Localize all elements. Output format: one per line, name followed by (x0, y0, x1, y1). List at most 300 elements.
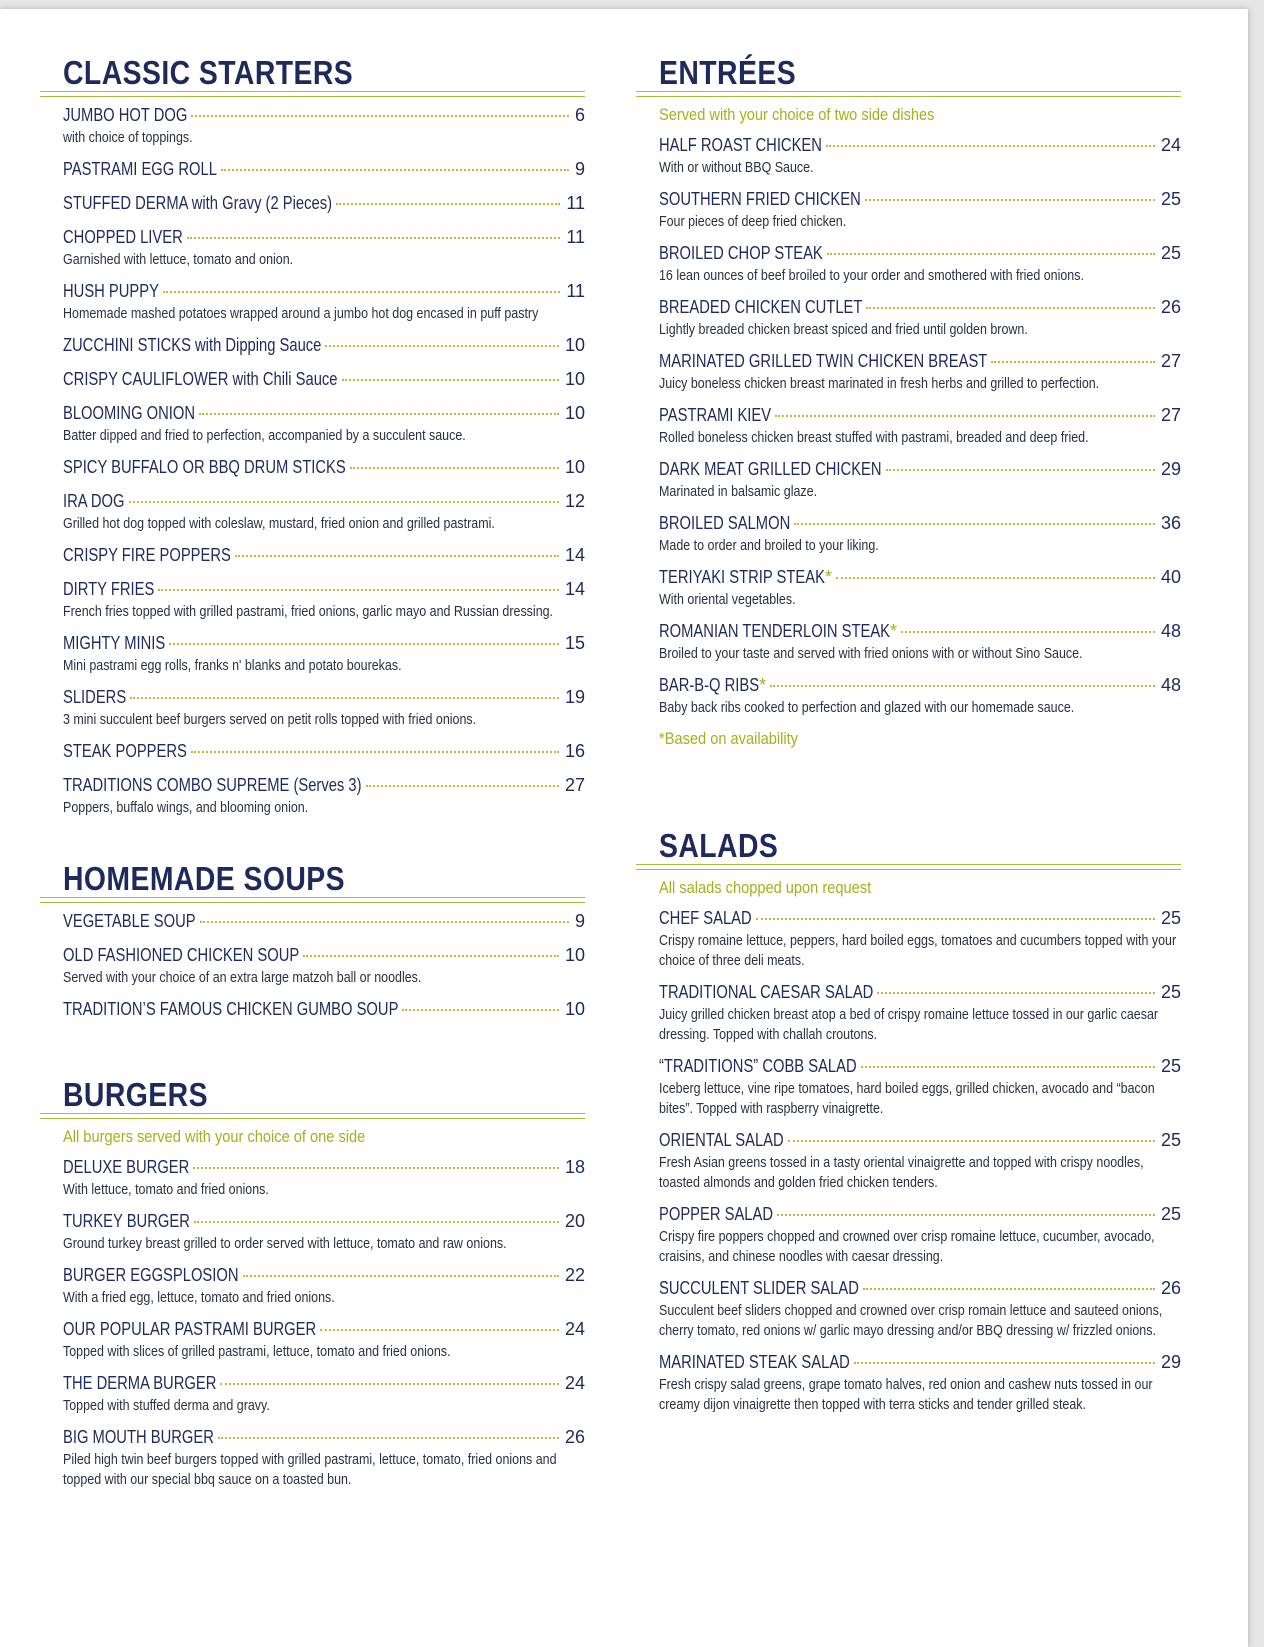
menu-item-description: Broiled to your taste and served with fried onions with or without Sino Sauce. (659, 646, 1083, 662)
menu-item-price: 19 (564, 687, 585, 707)
menu-item-price: 11 (566, 227, 585, 247)
menu-item-description: Iceberg lettuce, vine ripe tomatoes, hard boiled eggs, grilled chicken, avocado and “bacon bites”. Topped with raspberry vinaigrette. (659, 1081, 1155, 1117)
menu-item-line (63, 1211, 585, 1234)
menu-item-line (63, 1157, 585, 1180)
menu-item-name-text: CHEF SALAD (659, 908, 752, 928)
menu-item-name (659, 135, 822, 156)
menu-item-description: 3 mini succulent beef burgers served on petit rolls topped with fried onions. (63, 712, 477, 728)
section-title-starters: CLASSIC STARTERS (63, 54, 354, 91)
menu-item-line (63, 193, 585, 216)
menu-item-line (63, 1373, 585, 1396)
menu-item (659, 135, 1181, 178)
menu-item-name-text: CRISPY FIRE POPPERS (63, 545, 231, 565)
menu-item (63, 369, 585, 392)
menu-item-price: 36 (1160, 513, 1181, 533)
menu-item-line (63, 281, 585, 304)
dot-leader (169, 643, 559, 645)
dot-leader (865, 199, 1155, 201)
menu-item-line (63, 775, 585, 798)
menu-item-name (63, 545, 231, 566)
menu-item-price: 27 (564, 775, 585, 795)
menu-item-name (63, 999, 398, 1020)
menu-item-name (659, 908, 752, 929)
menu-item (63, 1319, 585, 1362)
dot-leader (187, 237, 561, 239)
menu-item-name-text: TRADITIONS COMBO SUPREME (Serves 3) (63, 775, 362, 795)
section-entrees (659, 56, 1181, 749)
menu-item-name (659, 1130, 784, 1151)
menu-item-name (659, 243, 823, 264)
menu-item-name (63, 281, 159, 302)
menu-item (659, 351, 1181, 394)
dot-leader (325, 345, 559, 347)
dot-leader (863, 1288, 1155, 1290)
menu-item-price: 29 (1160, 1352, 1181, 1372)
menu-item (659, 982, 1181, 1045)
menu-item-name-text: OUR POPULAR PASTRAMI BURGER (63, 1319, 317, 1339)
menu-item-name (659, 1352, 850, 1373)
menu-item (659, 1204, 1181, 1267)
menu-item-price: 20 (564, 1211, 585, 1231)
menu-item-name-text: SLIDERS (63, 687, 127, 707)
menu-item-description: Marinated in balsamic glaze. (659, 484, 818, 500)
menu-item-name-text: ROMANIAN TENDERLOIN STEAK (659, 621, 891, 641)
dot-leader (342, 379, 559, 381)
menu-item-name (63, 1265, 239, 1286)
menu-item-name (63, 1373, 216, 1394)
menu-item-name-text: STUFFED DERMA with Gravy (2 Pieces) (63, 193, 333, 213)
section-rule (636, 91, 1181, 97)
left-column (63, 56, 585, 1501)
dot-leader (235, 555, 559, 557)
menu-item-price: 29 (1160, 459, 1181, 479)
menu-item-line (659, 243, 1181, 266)
menu-item-name (659, 1204, 773, 1225)
section-burgers (63, 1078, 585, 1490)
menu-item-name-text: HUSH PUPPY (63, 281, 159, 301)
menu-item-line (659, 135, 1181, 158)
menu-item-line (63, 1265, 585, 1288)
dot-leader (866, 307, 1155, 309)
menu-item (63, 1373, 585, 1416)
menu-item-name-text: TRADITIONAL CAESAR SALAD (659, 982, 874, 1002)
menu-item-line (63, 105, 585, 128)
menu-item (63, 403, 585, 446)
menu-item-line (659, 459, 1181, 482)
menu-item-price: 24 (564, 1373, 585, 1393)
menu-item (63, 335, 585, 358)
menu-item-line (659, 675, 1181, 698)
menu-item-name-text: IRA DOG (63, 491, 125, 511)
menu-item-name (659, 982, 873, 1003)
soups-list (63, 911, 585, 1022)
menu-item (63, 911, 585, 934)
menu-item-price: 25 (1160, 1204, 1181, 1224)
menu-item (659, 297, 1181, 340)
menu-item-name-text: TURKEY BURGER (63, 1211, 190, 1231)
dot-leader (199, 413, 559, 415)
menu-item-name (63, 579, 154, 600)
menu-item-description: Batter dipped and fried to perfection, accompanied by a succulent sauce. (63, 428, 466, 444)
menu-item (659, 621, 1181, 664)
menu-item-name-text: CHOPPED LIVER (63, 227, 183, 247)
menu-item-line (63, 741, 585, 764)
dot-leader (877, 992, 1155, 994)
menu-item-description: Four pieces of deep fried chicken. (659, 214, 847, 230)
menu-item (63, 193, 585, 216)
menu-item (659, 567, 1181, 610)
dot-leader (827, 253, 1155, 255)
dot-leader (402, 1009, 559, 1011)
menu-item (63, 159, 585, 182)
dot-leader (836, 577, 1155, 579)
menu-item-price: 25 (1160, 1056, 1181, 1076)
menu-item-name (63, 1211, 190, 1232)
menu-item-description: Baby back ribs cooked to perfection and glazed with our homemade sauce. (659, 700, 1075, 716)
menu-item-name-text: BROILED SALMON (659, 513, 791, 533)
dot-leader (158, 589, 559, 591)
menu-item-name (63, 945, 299, 966)
menu-item-name-text: THE DERMA BURGER (63, 1373, 217, 1393)
menu-item (63, 579, 585, 622)
menu-item (659, 189, 1181, 232)
menu-item-line (659, 189, 1181, 212)
menu-item-name (659, 297, 862, 318)
menu-item-name-text: VEGETABLE SOUP (63, 911, 196, 931)
menu-item-line (659, 297, 1181, 320)
menu-item-description: With lettuce, tomato and fried onions. (63, 1182, 269, 1198)
menu-item-name (63, 775, 362, 796)
menu-item-name (63, 335, 321, 356)
menu-item (659, 1130, 1181, 1193)
menu-item-line (63, 999, 585, 1022)
menu-item-description: Juicy grilled chicken breast atop a bed of crispy romaine lettuce tossed in our garlic caesar dressing. Topped with challah croutons. (659, 1007, 1159, 1043)
menu-item-name-text: BREADED CHICKEN CUTLET (659, 297, 863, 317)
menu-item-description: Lightly breaded chicken breast spiced and fried until golden brown. (659, 322, 1028, 338)
dot-leader (777, 1214, 1155, 1216)
menu-item-price: 10 (564, 457, 585, 477)
menu-item-price: 6 (574, 105, 585, 125)
menu-item-line (659, 513, 1181, 536)
menu-item-description: Mini pastrami egg rolls, franks n' blanks and potato bourekas. (63, 658, 402, 674)
menu-item-line (659, 982, 1181, 1005)
menu-item-name-text: SOUTHERN FRIED CHICKEN (659, 189, 861, 209)
menu-item-name-text: DIRTY FRIES (63, 579, 155, 599)
menu-item-name-text: DARK MEAT GRILLED CHICKEN (659, 459, 882, 479)
menu-item-name (659, 513, 790, 534)
menu-item-price: 24 (564, 1319, 585, 1339)
menu-item-name (63, 193, 332, 214)
menu-item-name-text: OLD FASHIONED CHICKEN SOUP (63, 945, 300, 965)
menu-item-description: Garnished with lettuce, tomato and onion. (63, 252, 294, 268)
menu-item (659, 459, 1181, 502)
menu-item-price: 15 (564, 633, 585, 653)
menu-item (659, 405, 1181, 448)
menu-item-name-text: BURGER EGGSPLOSION (63, 1265, 239, 1285)
menu-item (659, 908, 1181, 971)
dot-leader (200, 921, 569, 923)
menu-item-price: 25 (1160, 982, 1181, 1002)
menu-item-price: 14 (564, 545, 585, 565)
menu-item (63, 945, 585, 988)
menu-item-price: 48 (1160, 621, 1181, 641)
salads-subtitle: All salads chopped upon request (659, 878, 872, 897)
menu-item-description: With a fried egg, lettuce, tomato and fried onions. (63, 1290, 335, 1306)
dot-leader (218, 1437, 559, 1439)
menu-item-name (659, 1278, 859, 1299)
section-title-entrees: ENTRÉES (659, 54, 797, 91)
right-column (659, 56, 1181, 1426)
menu-item-description: with choice of toppings. (63, 130, 193, 146)
menu-item-name-text: JUMBO HOT DOG (63, 105, 188, 125)
menu-item-line (63, 369, 585, 392)
menu-item-name-text: TRADITION’S FAMOUS CHICKEN GUMBO SOUP (63, 999, 399, 1019)
dot-leader (320, 1329, 559, 1331)
section-title-burgers: BURGERS (63, 1076, 208, 1113)
menu-item-price: 11 (566, 281, 585, 301)
dot-leader (336, 203, 560, 205)
menu-item-name (63, 911, 196, 932)
menu-item-description: 16 lean ounces of beef broiled to your order and smothered with fried onions. (659, 268, 1084, 284)
menu-item-name-text: BROILED CHOP STEAK (659, 243, 823, 263)
menu-item-name (63, 159, 217, 180)
menu-item-name-text: BAR-B-Q RIBS (659, 675, 760, 695)
starters-list (63, 105, 585, 818)
menu-item-line (63, 687, 585, 710)
menu-item-description: Crispy romaine lettuce, peppers, hard boiled eggs, tomatoes and cucumbers topped with your choice of three deli meats. (659, 933, 1177, 969)
dot-leader (191, 115, 569, 117)
menu-item (63, 1157, 585, 1200)
section-homemade-soups (63, 862, 585, 1022)
menu-item-name (659, 351, 987, 372)
menu-item-name (659, 621, 897, 642)
salads-list (659, 908, 1181, 1415)
menu-item-name (659, 1056, 857, 1077)
menu-item (63, 775, 585, 818)
menu-item-description: Ground turkey breast grilled to order served with lettuce, tomato and raw onions. (63, 1236, 507, 1252)
dot-leader (886, 469, 1155, 471)
menu-item (63, 545, 585, 568)
menu-item-name (63, 457, 346, 478)
menu-item-price: 27 (1160, 405, 1181, 425)
menu-item-line (659, 908, 1181, 931)
section-rule (40, 897, 585, 903)
menu-item-description: Grilled hot dog topped with coleslaw, mustard, fried onion and grilled pastrami. (63, 516, 495, 532)
menu-item-line (63, 457, 585, 480)
menu-item-line (659, 621, 1181, 644)
menu-item (63, 687, 585, 730)
menu-item-name (63, 105, 187, 126)
menu-item-line (659, 1278, 1181, 1301)
dot-leader (794, 523, 1155, 525)
menu-item-description: Crispy fire poppers chopped and crowned over crisp romaine lettuce, cucumber, avocado, craisins, and chinese noodles with caesar dressing. (659, 1229, 1155, 1265)
menu-item-line (659, 1130, 1181, 1153)
availability-star: * (824, 567, 832, 587)
menu-item (659, 1278, 1181, 1341)
menu-item-price: 24 (1160, 135, 1181, 155)
menu-item-name-text: “TRADITIONS” COBB SALAD (659, 1056, 857, 1076)
burgers-list (63, 1157, 585, 1490)
menu-item (659, 1352, 1181, 1415)
menu-item-name-text: MIGHTY MINIS (63, 633, 166, 653)
menu-item (659, 513, 1181, 556)
menu-item-name (63, 403, 195, 424)
menu-item-name-text: SUCCULENT SLIDER SALAD (659, 1278, 859, 1298)
menu-item-line (63, 945, 585, 968)
menu-item-price: 9 (574, 159, 585, 179)
menu-item-name-text: DELUXE BURGER (63, 1157, 190, 1177)
menu-item-line (659, 351, 1181, 374)
menu-item-line (63, 545, 585, 568)
menu-item (659, 675, 1181, 718)
menu-item-price: 25 (1160, 243, 1181, 263)
menu-item-price: 18 (564, 1157, 585, 1177)
menu-item-name-text: MARINATED STEAK SALAD (659, 1352, 850, 1372)
menu-item-description: Poppers, buffalo wings, and blooming onion. (63, 800, 309, 816)
menu-item-description: Fresh crispy salad greens, grape tomato halves, red onion and cashew nuts tossed in our creamy dijon vinaigrette then topped with terra sticks and tender grilled steak. (659, 1377, 1153, 1413)
menu-item-name (659, 459, 882, 480)
menu-item-name-text: BLOOMING ONION (63, 403, 196, 423)
menu-item-name (659, 189, 861, 210)
menu-item-name (63, 227, 183, 248)
availability-star: * (890, 621, 898, 641)
dot-leader (303, 955, 559, 957)
menu-item-line (63, 1319, 585, 1342)
menu-item-name (659, 567, 832, 588)
menu-item-price: 25 (1160, 908, 1181, 928)
menu-item-description: Fresh Asian greens tossed in a tasty oriental vinaigrette and topped with crispy noodles, toasted almonds and golden fried chicken tenders. (659, 1155, 1144, 1191)
dot-leader (901, 631, 1155, 633)
menu-item-line (63, 1427, 585, 1450)
menu-item-name (63, 369, 338, 390)
menu-item-price: 26 (1160, 297, 1181, 317)
menu-item-name (63, 1157, 189, 1178)
dot-leader (350, 467, 559, 469)
menu-item-line (659, 567, 1181, 590)
dot-leader (193, 1167, 559, 1169)
menu-item-price: 26 (564, 1427, 585, 1447)
dot-leader (991, 361, 1155, 363)
menu-item-price: 22 (564, 1265, 585, 1285)
menu-item-price: 10 (564, 945, 585, 965)
menu-item-name (63, 491, 125, 512)
dot-leader (221, 169, 569, 171)
menu-item-name-text: TERIYAKI STRIP STEAK (659, 567, 825, 587)
menu-item-line (63, 159, 585, 182)
menu-item-name-text: BIG MOUTH BURGER (63, 1427, 214, 1447)
menu-item-price: 10 (564, 999, 585, 1019)
menu-item-name (63, 633, 165, 654)
menu-item-name (63, 1319, 316, 1340)
menu-item (63, 741, 585, 764)
menu-item (63, 491, 585, 534)
menu-item (659, 243, 1181, 286)
menu-item-price: 40 (1160, 567, 1181, 587)
menu-item-description: French fries topped with grilled pastrami, fried onions, garlic mayo and Russian dressing. (63, 604, 554, 620)
menu-item-description: Topped with stuffed derma and gravy. (63, 1398, 270, 1414)
menu-item-line (63, 403, 585, 426)
menu-item-line (659, 1204, 1181, 1227)
menu-item-price: 14 (564, 579, 585, 599)
section-rule (40, 1113, 585, 1119)
menu-item-description: Piled high twin beef burgers topped with grilled pastrami, lettuce, tomato, fried onions and topped with our special bbq sauce on a toasted bun. (63, 1452, 557, 1488)
menu-item-name (659, 405, 771, 426)
section-rule (40, 91, 585, 97)
menu-item (63, 105, 585, 148)
menu-item-name (63, 741, 187, 762)
menu-item-line (63, 491, 585, 514)
menu-item-price: 25 (1160, 189, 1181, 209)
menu-item (63, 1211, 585, 1254)
burgers-subtitle: All burgers served with your choice of one side (63, 1127, 366, 1146)
menu-item-description: Made to order and broiled to your liking. (659, 538, 879, 554)
availability-note: *Based on availability (659, 729, 798, 748)
menu-item-description: Juicy boneless chicken breast marinated in fresh herbs and grilled to perfection. (659, 376, 1100, 392)
menu-item-description: Topped with slices of grilled pastrami, lettuce, tomato and fried onions. (63, 1344, 451, 1360)
menu-item-line (659, 1352, 1181, 1375)
menu-item (63, 457, 585, 480)
menu-item-description: With oriental vegetables. (659, 592, 796, 608)
section-title-salads: SALADS (659, 827, 779, 864)
menu-item-price: 26 (1160, 1278, 1181, 1298)
menu-item-line (659, 405, 1181, 428)
dot-leader (243, 1275, 559, 1277)
menu-item-name-text: HALF ROAST CHICKEN (659, 135, 822, 155)
menu-item (63, 633, 585, 676)
menu-item (63, 1265, 585, 1308)
menu-item-description: Rolled boneless chicken breast stuffed with pastrami, breaded and deep fried. (659, 430, 1089, 446)
menu-item (63, 1427, 585, 1490)
dot-leader (130, 697, 559, 699)
dot-leader (366, 785, 559, 787)
section-title-soups: HOMEMADE SOUPS (63, 860, 345, 897)
dot-leader (788, 1140, 1155, 1142)
menu-item-line (63, 335, 585, 358)
entrees-subtitle: Served with your choice of two side dishes (659, 105, 935, 124)
menu-item-name-text: MARINATED GRILLED TWIN CHICKEN BREAST (659, 351, 988, 371)
entrees-list (659, 135, 1181, 718)
dot-leader (854, 1362, 1155, 1364)
menu-item-line (659, 1056, 1181, 1079)
menu-item-name-text: CRISPY CAULIFLOWER with Chili Sauce (63, 369, 338, 389)
section-classic-starters (63, 56, 585, 818)
dot-leader (756, 918, 1155, 920)
section-rule (636, 864, 1181, 870)
menu-item-name (63, 687, 126, 708)
menu-item-price: 27 (1160, 351, 1181, 371)
dot-leader (220, 1383, 559, 1385)
dot-leader (775, 415, 1155, 417)
menu-item-price: 10 (564, 403, 585, 423)
menu-item-price: 48 (1160, 675, 1181, 695)
menu-item-name-text: ZUCCHINI STICKS with Dipping Sauce (63, 335, 322, 355)
menu-item-name (659, 675, 766, 696)
dot-leader (163, 291, 560, 293)
menu-item-description: Succulent beef sliders chopped and crowned over crisp romain lettuce and sauteed onions, cherry tomato, red onions w/ garlic mayo dressing and/or BBQ dressing w/ frizzled onions. (659, 1303, 1163, 1339)
dot-leader (129, 501, 559, 503)
availability-star: * (759, 675, 767, 695)
menu-item-price: 16 (564, 741, 585, 761)
dot-leader (770, 685, 1155, 687)
dot-leader (826, 145, 1155, 147)
menu-item (63, 999, 585, 1022)
menu-item (63, 227, 585, 270)
menu-item-description: Served with your choice of an extra large matzoh ball or noodles. (63, 970, 422, 986)
menu-item-price: 10 (564, 335, 585, 355)
menu-item-line (63, 911, 585, 934)
menu-item-name (63, 1427, 214, 1448)
menu-item-price: 11 (566, 193, 585, 213)
